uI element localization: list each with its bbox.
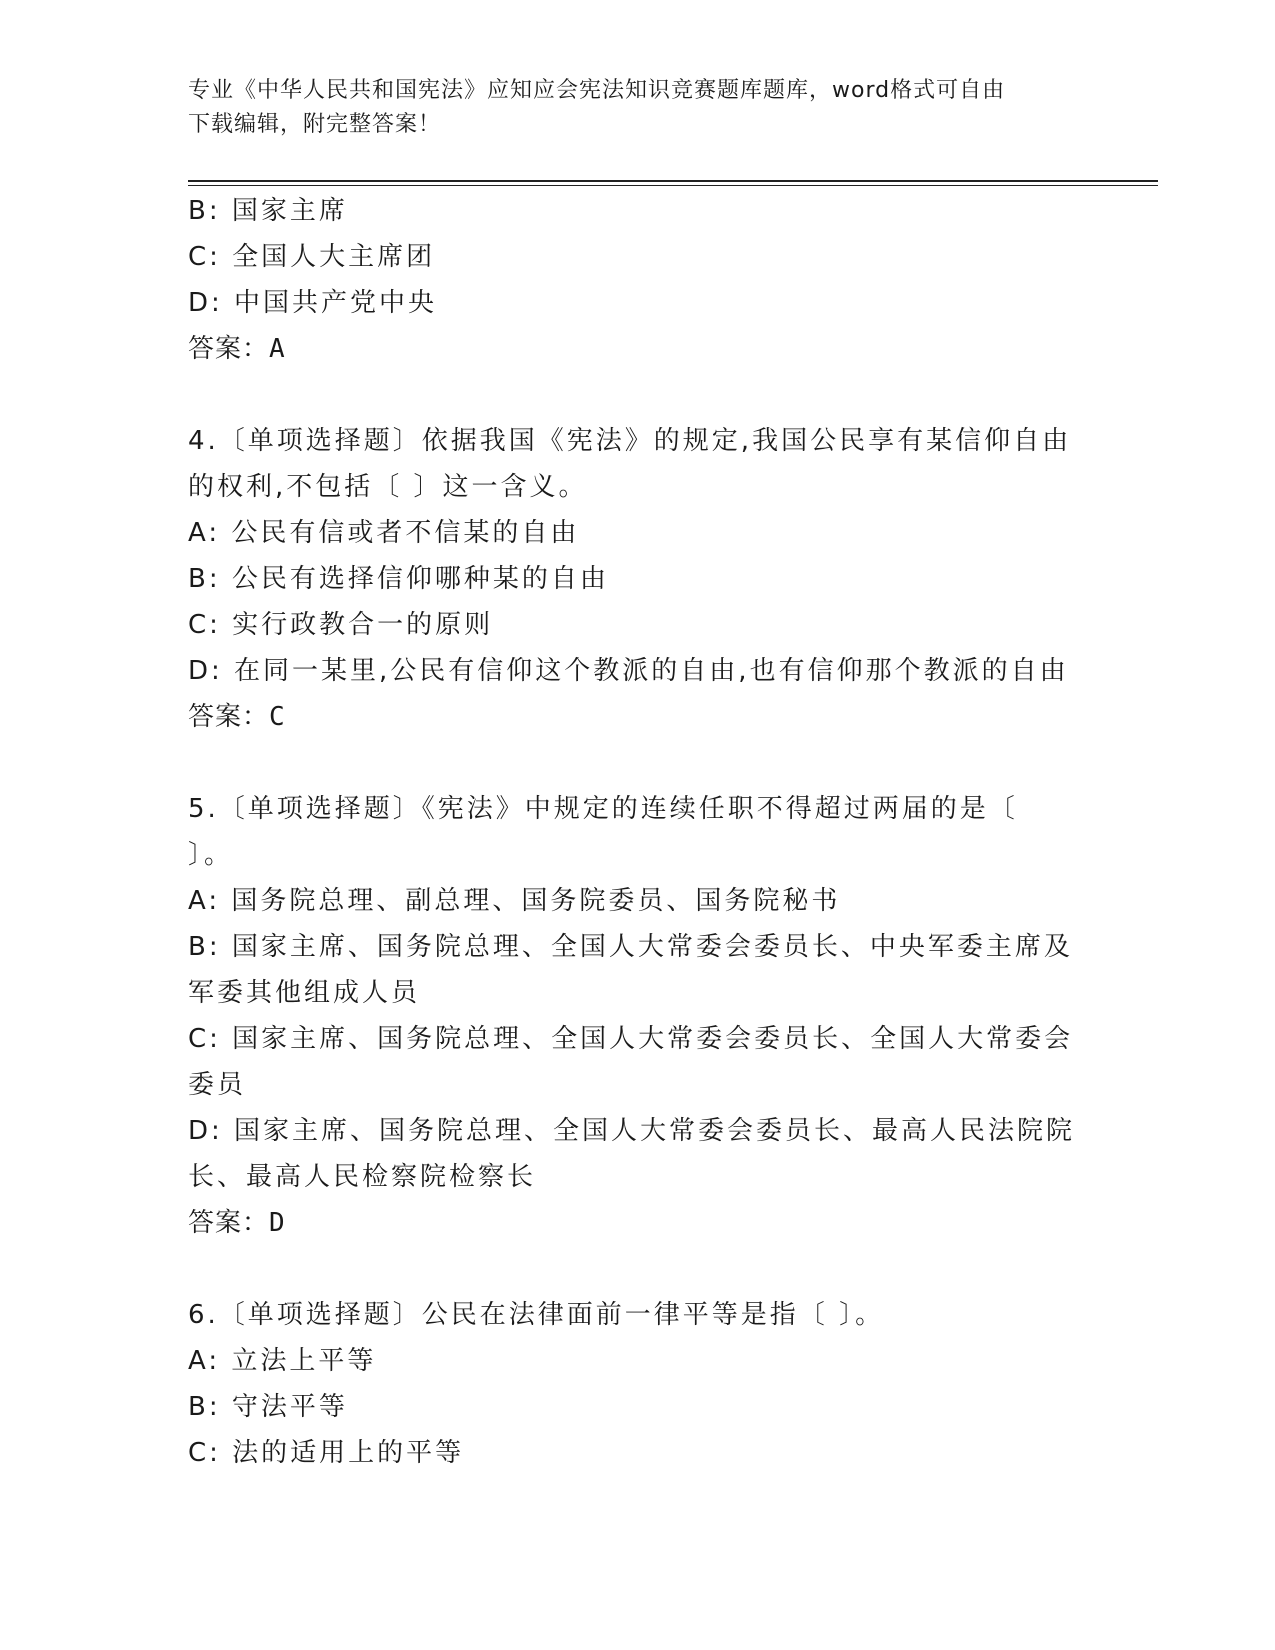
- answer-label: 答案：: [188, 702, 270, 732]
- header-rule-thick: [188, 180, 1158, 182]
- answer-line: [188, 326, 1088, 372]
- question-stem: 5.〔单项选择题〕《宪法》中规定的连续任职不得超过两届的是〔: [188, 794, 1018, 824]
- option-a: A: 国务院总理、副总理、国务院委员、国务院秘书: [188, 886, 841, 916]
- header-line-1: 专业《中华人民共和国宪法》应知应会宪法知识竞赛题库题库，word格式可自由: [188, 78, 1006, 103]
- option-d: D: 国家主席、国务院总理、全国人大常委会委员长、最高人民法院院: [188, 1116, 1076, 1146]
- document-header: [188, 74, 1088, 142]
- option-b: B: 国家主席、国务院总理、全国人大常委会委员长、中央军委主席及: [188, 932, 1073, 962]
- question-5: [188, 786, 1088, 1246]
- option-c: C: 国家主席、国务院总理、全国人大常委会委员长、全国人大常委会: [188, 1024, 1074, 1054]
- answer-line: [188, 694, 1088, 740]
- option-a: A: 立法上平等: [188, 1346, 377, 1376]
- answer-value: D: [269, 1208, 286, 1238]
- question-stem: 4.〔单项选择题〕依据我国《宪法》的规定,我国公民享有某信仰自由: [188, 426, 1072, 456]
- answer-value: A: [269, 334, 286, 364]
- option-c: C: 全国人大主席团: [188, 242, 436, 272]
- option-c: C: 法的适用上的平等: [188, 1438, 465, 1468]
- question-list: [188, 188, 1088, 1476]
- option-d-cont: 长、最高人民检察院检察长: [188, 1162, 537, 1192]
- option-b: B: 守法平等: [188, 1392, 348, 1422]
- option-b: B: 国家主席: [188, 196, 348, 226]
- option-d: D: 中国共产党中央: [188, 288, 438, 318]
- header-line-2: 下载编辑，附完整答案！: [188, 112, 442, 137]
- answer-line: [188, 1200, 1088, 1246]
- option-b-cont: 军委其他组成人员: [188, 978, 421, 1008]
- answer-label: 答案：: [188, 1208, 270, 1238]
- question-stem-cont: 的权利,不包括〔 〕这一含义。: [188, 472, 588, 502]
- question-3-tail: [188, 188, 1088, 372]
- answer-value: C: [269, 702, 286, 732]
- header-rule-thin: [188, 185, 1158, 186]
- option-d: D: 在同一某里,公民有信仰这个教派的自由,也有信仰那个教派的自由: [188, 656, 1069, 686]
- question-6: [188, 1292, 1088, 1476]
- option-b: B: 公民有选择信仰哪种某的自由: [188, 564, 609, 594]
- answer-label: 答案：: [188, 334, 270, 364]
- option-a: A: 公民有信或者不信某的自由: [188, 518, 580, 548]
- option-c-cont: 委员: [188, 1070, 247, 1100]
- question-stem: 6.〔单项选择题〕公民在法律面前一律平等是指〔 〕。: [188, 1300, 885, 1330]
- question-stem-cont: 〕。: [188, 840, 234, 870]
- question-4: [188, 418, 1088, 740]
- option-c: C: 实行政教合一的原则: [188, 610, 494, 640]
